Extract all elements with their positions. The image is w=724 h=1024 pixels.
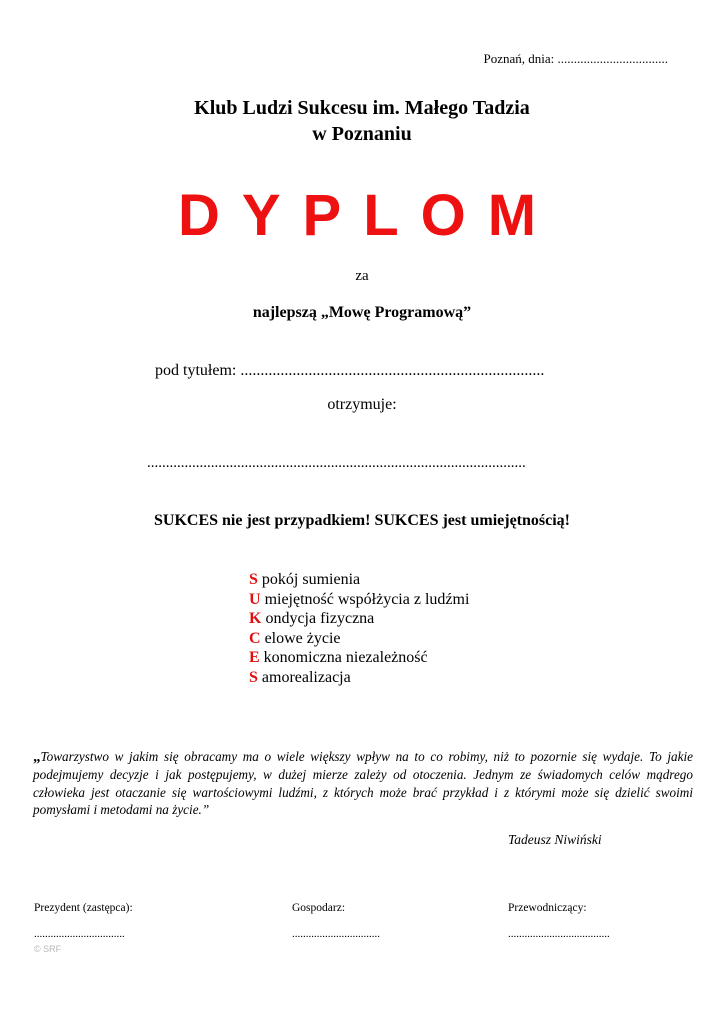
acrostic-row: [249, 609, 469, 629]
acrostic-letter: U: [249, 590, 261, 608]
signature-label-president: Prezydent (zastępca):: [34, 902, 133, 914]
signature-label-chairman: Przewodniczący:: [508, 902, 587, 914]
signature-line-host: ................................: [292, 928, 380, 940]
receives-label: otrzymuje:: [327, 396, 397, 413]
quote-text: Towarzystwo w jakim się obracamy ma o wiele większy wpływ na to co robimy, niż to pozornie się wydaje. To jakie podejmujemy decyzje i jak postępujemy, w dużej mierze zależy od otoczenia. Jednym ze świadomych celów mądrego człowieka jest otaczanie się wartościowymi ludźmi, z których może brać przykład i z którymi może się dzielić swoimi pomysłami i metodami na życie.”: [33, 749, 693, 818]
club-name-line2: w Poznaniu: [312, 123, 412, 145]
for-label: za: [355, 268, 369, 284]
acrostic-row: [249, 590, 469, 610]
signature-line-president: .................................: [34, 928, 125, 940]
quote-author: Tadeusz Niwiński: [508, 832, 602, 847]
acrostic-letter: S: [249, 668, 258, 686]
acrostic-letter: S: [249, 571, 258, 588]
acrostic-letter: C: [249, 629, 261, 647]
acrostic-text: miejętność współżycia z ludźmi: [260, 590, 470, 608]
recipient-name-line: .....................................................................................................: [147, 455, 526, 471]
acrostic-text: amorealizacja: [257, 668, 351, 686]
acrostic-text: pokój sumienia: [257, 571, 361, 588]
award-title: najlepszą „Mowę Programową”: [252, 304, 472, 321]
acrostic-row: [249, 629, 469, 649]
acrostic-row: [249, 648, 469, 668]
club-name-line1: Klub Ludzi Sukcesu im. Małego Tadzia: [194, 97, 530, 119]
signature-label-host: Gospodarz:: [292, 902, 346, 914]
acrostic-row: [249, 668, 469, 688]
acrostic-row: [249, 570, 469, 590]
copyright-mark: © SRF: [34, 944, 62, 954]
club-name: [0, 95, 724, 147]
sukces-acrostic: [249, 570, 469, 688]
acrostic-text: konomiczna niezależność: [259, 649, 428, 667]
acrostic-text: ondycja fizyczna: [261, 610, 375, 628]
diploma-heading: DYPLOM: [177, 183, 559, 248]
acrostic-text: elowe życie: [260, 629, 341, 647]
quote-open-mark: „: [33, 749, 41, 765]
quote: [33, 748, 693, 819]
date-line: Poznań, dnia: ..................................: [483, 51, 668, 66]
speech-title-line: pod tytułem: ............................................................................: [155, 362, 545, 379]
acrostic-letter: E: [249, 649, 260, 667]
motto: SUKCES nie jest przypadkiem! SUKCES jest umiejętnością!: [154, 512, 570, 529]
acrostic-letter: K: [249, 610, 262, 628]
signature-line-chairman: .....................................: [508, 928, 610, 940]
